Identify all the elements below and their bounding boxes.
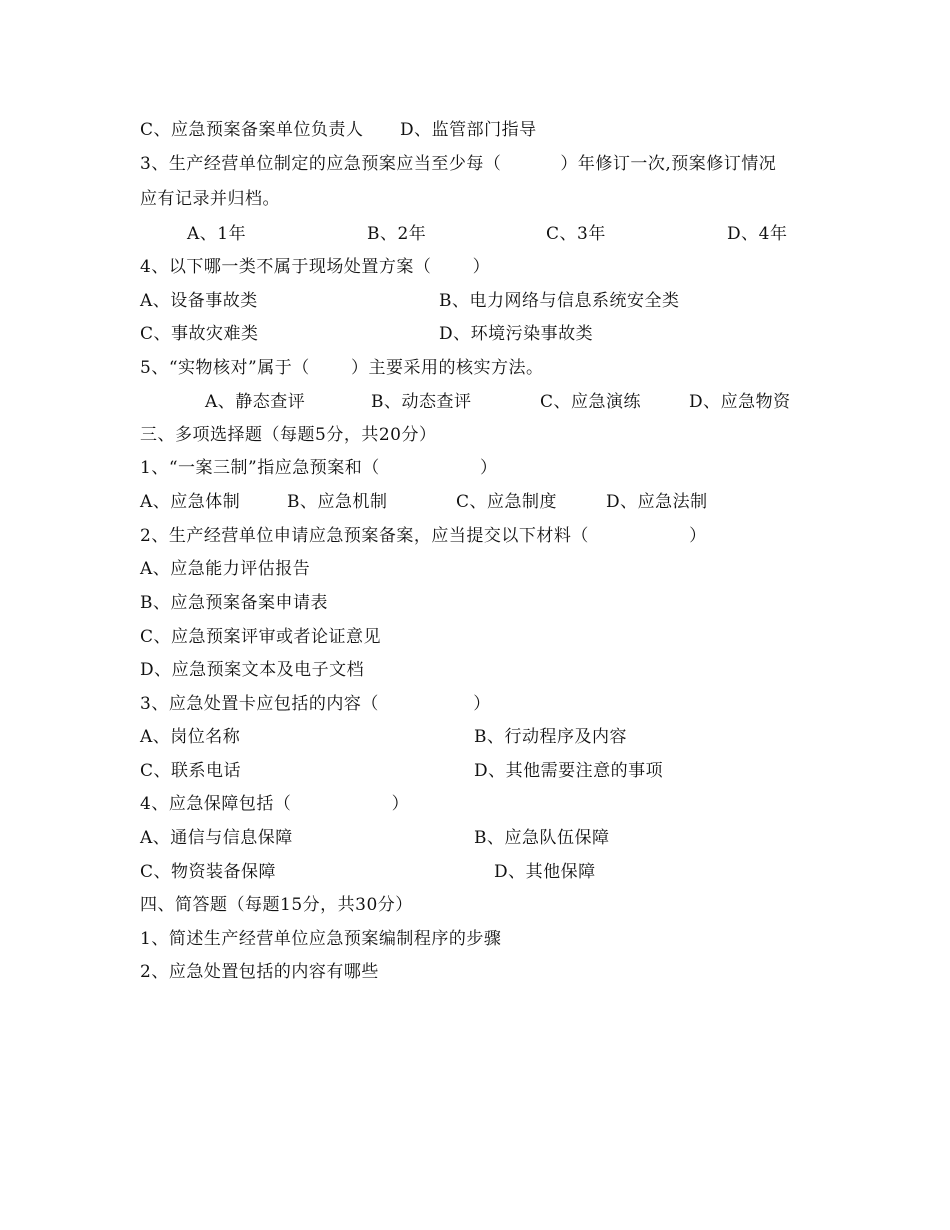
m2-option-c: C、应急预案评审或者论证意见 [140, 627, 382, 647]
question-3-text-cont: 应有记录并归档。 [140, 189, 280, 209]
q3-option-b: B、2年 [367, 224, 427, 244]
multi-question-3: 3、应急处置卡应包括的内容（ ） [140, 694, 491, 714]
q5-option-c: C、应急演练 [540, 392, 642, 412]
multi-question-1: 1、“一案三制”指应急预案和（ ） [140, 458, 498, 478]
m1-option-b: B、应急机制 [287, 492, 388, 512]
m2-option-d: D、应急预案文本及电子文档 [140, 660, 365, 680]
q4-option-a: A、设备事故类 [140, 291, 258, 311]
multi-question-2: 2、生产经营单位申请应急预案备案，应当提交以下材料（ ） [140, 526, 707, 546]
q4-option-d: D、环境污染事故类 [439, 324, 594, 344]
short-question-1: 1、简述生产经营单位应急预案编制程序的步骤 [140, 929, 502, 949]
m2-option-a: A、应急能力评估报告 [140, 559, 311, 579]
q3-option-a: A、1年 [187, 224, 247, 244]
q3-option-d: D、4年 [727, 224, 788, 244]
m3-option-a: A、岗位名称 [140, 727, 241, 747]
short-question-2: 2、应急处置包括的内容有哪些 [140, 962, 379, 982]
m4-option-a: A、通信与信息保障 [140, 828, 293, 848]
question-3-text: 3、生产经营单位制定的应急预案应当至少每（ ）年修订一次,预案修订情况 [140, 154, 777, 174]
m4-option-d: D、其他保障 [494, 862, 596, 882]
multi-question-4: 4、应急保障包括（ ） [140, 794, 410, 814]
m4-option-b: B、应急队伍保障 [474, 828, 610, 848]
m2-option-b: B、应急预案备案申请表 [140, 593, 328, 613]
m3-option-d: D、其他需要注意的事项 [474, 761, 664, 781]
section-4-heading: 四、简答题（每题15分，共30分） [140, 895, 413, 915]
q5-option-b: B、动态查评 [371, 392, 472, 412]
m1-option-a: A、应急体制 [140, 492, 241, 512]
q5-option-a: A、静态查评 [205, 392, 306, 412]
q2-option-c: C、应急预案备案单位负责人 [140, 120, 364, 140]
m3-option-c: C、联系电话 [140, 761, 242, 781]
q4-option-b: B、电力网络与信息系统安全类 [439, 291, 680, 311]
q5-option-d: D、应急物资 [689, 392, 791, 412]
q4-option-c: C、事故灾难类 [140, 324, 259, 344]
m4-option-c: C、物资装备保障 [140, 862, 277, 882]
q2-option-d: D、监管部门指导 [400, 120, 537, 140]
q3-option-c: C、3年 [546, 224, 606, 244]
m1-option-d: D、应急法制 [606, 492, 708, 512]
m3-option-b: B、行动程序及内容 [474, 727, 627, 747]
question-4-text: 4、以下哪一类不属于现场处置方案（ ） [140, 257, 491, 277]
question-5-text: 5、“实物核对”属于（ ）主要采用的核实方法。 [140, 358, 544, 378]
section-3-heading: 三、多项选择题（每题5分，共20分） [140, 425, 437, 445]
m1-option-c: C、应急制度 [456, 492, 558, 512]
